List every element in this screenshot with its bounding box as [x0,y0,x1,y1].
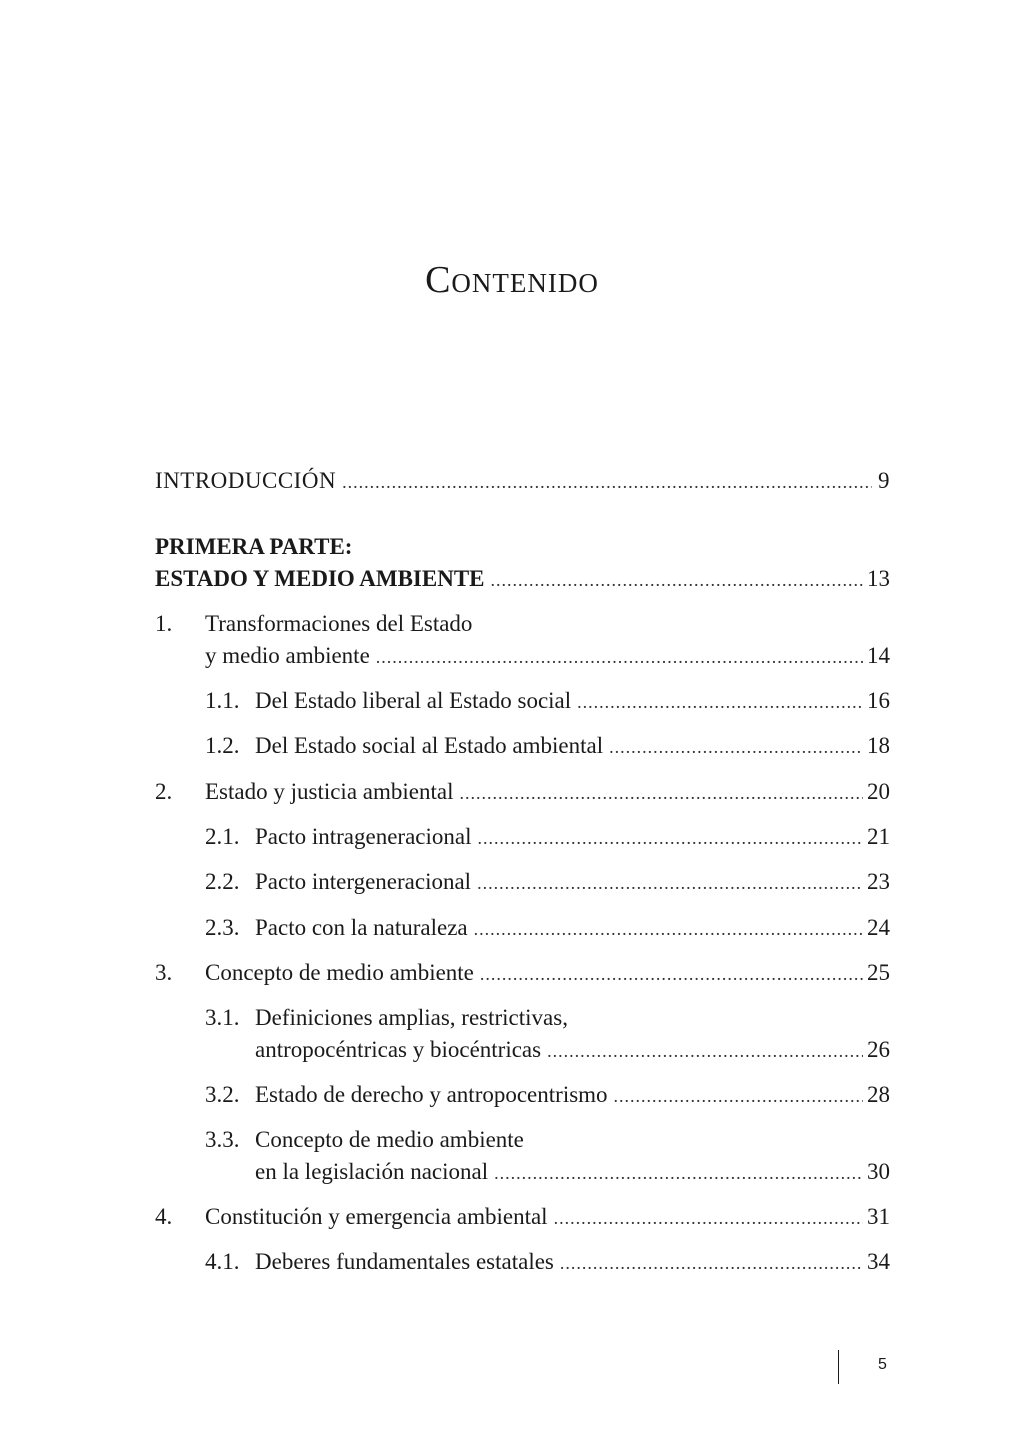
toc-leader-dots [459,778,863,808]
toc-entry-page: 23 [867,869,890,894]
toc-entry-3[interactable] [155,958,890,988]
toc-entry-page: 21 [867,824,890,849]
toc-entry-label: Concepto de medio ambiente [205,960,474,985]
toc-entry-4[interactable] [155,1202,890,1232]
toc-entry-label: Del Estado social al Estado ambiental [255,733,604,758]
toc-entry-page: 25 [867,960,890,985]
toc-leader-dots [554,1203,863,1233]
toc-entry-2-1[interactable] [205,822,890,852]
toc-entry-label: Transformaciones del Estado [205,611,473,636]
toc-entry-3-1[interactable] [205,1003,890,1033]
toc-entry-primera-parte[interactable] [155,564,890,594]
toc-entry-1[interactable] [155,609,890,639]
toc-leader-dots [614,1081,863,1111]
toc-entry-introduccion[interactable] [155,466,890,496]
toc-entry-number: 3. [155,960,173,985]
toc-entry-label: y medio ambiente [205,643,370,668]
toc-entry-page: 13 [867,566,890,591]
toc-entry-number: 4.1. [205,1249,240,1274]
toc-entry-number: 1. [155,611,173,636]
toc-part-label-line2: ESTADO Y MEDIO AMBIENTE [155,566,485,591]
toc-entry-3-1-continued[interactable] [255,1035,890,1065]
toc-entry-4-1[interactable] [205,1247,890,1277]
toc-leader-dots [577,687,863,717]
toc-entry-page: 20 [867,779,890,804]
toc-leader-dots [491,565,863,595]
toc-leader-dots [560,1248,863,1278]
toc-entry-label: Pacto intrageneracional [255,824,472,849]
toc-entry-number: 3.2. [205,1082,240,1107]
footer-page-number: 5 [878,1356,887,1373]
toc-entry-label: Deberes fundamentales estatales [255,1249,554,1274]
page-title: Contenido [425,259,599,301]
footer-divider [838,1350,839,1384]
toc-entry-1-2[interactable] [205,731,890,761]
toc-entry-number: 3.3. [205,1127,240,1152]
toc-entry-page: 14 [867,643,890,668]
toc-entry-1-1[interactable] [205,686,890,716]
toc-leader-dots [547,1036,863,1066]
toc-entry-2[interactable] [155,777,890,807]
toc-leader-dots [609,732,863,762]
toc-entry-page: 30 [867,1159,890,1184]
toc-entry-label: Estado y justicia ambiental [205,779,454,804]
toc-leader-dots [376,642,863,672]
toc-part-heading [155,532,890,562]
toc-entry-3-2[interactable] [205,1080,890,1110]
toc-entry-page: 28 [867,1082,890,1107]
toc-entry-label: Concepto de medio ambiente [255,1127,524,1152]
toc-leader-dots [477,868,863,898]
toc-entry-label: en la legislación nacional [255,1159,489,1184]
toc-entry-number: 1.1. [205,688,240,713]
toc-entry-number: 2. [155,779,173,804]
toc-entry-2-2[interactable] [205,867,890,897]
toc-entry-number: 3.1. [205,1005,240,1030]
toc-entry-number: 2.3. [205,915,240,940]
toc-entry-page: 34 [867,1249,890,1274]
toc-entry-3-3-continued[interactable] [255,1157,890,1187]
toc-leader-dots [342,467,872,497]
toc-entry-number: 1.2. [205,733,240,758]
toc-entry-label: antropocéntricas y biocéntricas [255,1037,542,1062]
toc-leader-dots [480,959,863,989]
toc-entry-label: Constitución y emergencia ambiental [205,1204,548,1229]
toc-leader-dots [477,823,863,853]
toc-leader-dots [494,1158,863,1188]
toc-entry-number: 2.2. [205,869,240,894]
toc-part-label-line1: PRIMERA PARTE: [155,534,353,559]
toc-entry-page: 31 [867,1204,890,1229]
toc-entry-page: 24 [867,915,890,940]
toc-entry-2-3[interactable] [205,913,890,943]
toc-entry-3-3[interactable] [205,1125,890,1155]
toc-entry-page: 26 [867,1037,890,1062]
toc-entry-label: Definiciones amplias, restrictivas, [255,1005,568,1030]
toc-leader-dots [474,914,863,944]
toc-entry-number: 2.1. [205,824,240,849]
toc-entry-label: Del Estado liberal al Estado social [255,688,572,713]
toc-entry-label: Estado de derecho y antropocentrismo [255,1082,608,1107]
toc-entry-label: Pacto intergeneracional [255,869,472,894]
toc-entry-page: 9 [878,468,890,493]
toc-entry-1-continued[interactable] [205,641,890,671]
toc-entry-number: 4. [155,1204,173,1229]
toc-entry-label: INTRODUCCIÓN [155,468,337,493]
toc-entry-page: 18 [867,733,890,758]
toc-entry-label: Pacto con la naturaleza [255,915,468,940]
toc-entry-page: 16 [867,688,890,713]
